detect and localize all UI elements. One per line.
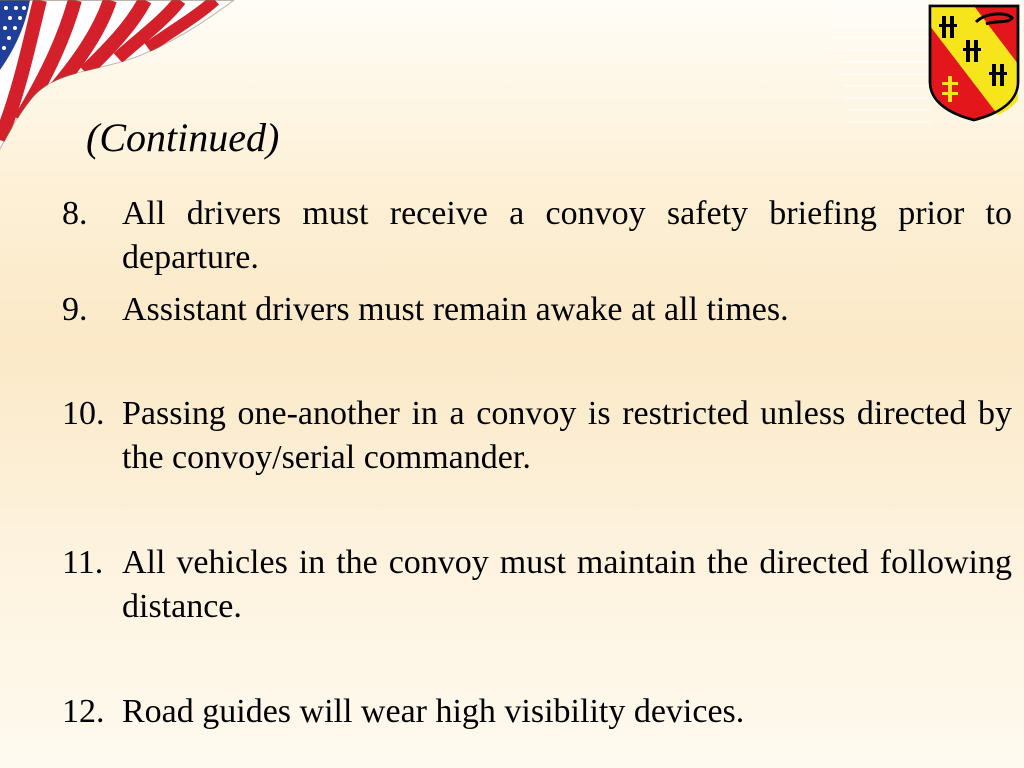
list-item [62, 541, 1012, 629]
list-item-number: 8. [62, 195, 88, 232]
slide-title: (Continued) [86, 115, 280, 160]
list-item-text: Road guides will wear high visibility devices. [122, 693, 745, 730]
list-item-text: Assistant drivers must remain awake at all times. [122, 291, 789, 328]
unit-crest-icon [928, 4, 1020, 122]
list-item-number: 12. [62, 693, 105, 730]
list-item-number: 11. [62, 544, 104, 581]
list-item [62, 192, 1012, 280]
decorative-lines-icon [830, 8, 930, 128]
list-item-text: All vehicles in the convoy must maintain the directed following distance. [122, 544, 1012, 625]
list-item-text: Passing one-another in a convoy is restricted unless directed by the convoy/serial commander. [122, 395, 1012, 476]
list-item [62, 690, 1012, 734]
list-item [62, 392, 1012, 480]
list-item [62, 288, 1012, 332]
list-item-number: 10. [62, 395, 105, 432]
list-item-text: All drivers must receive a convoy safety briefing prior to departure. [122, 195, 1012, 276]
list-item-number: 9. [62, 291, 88, 328]
